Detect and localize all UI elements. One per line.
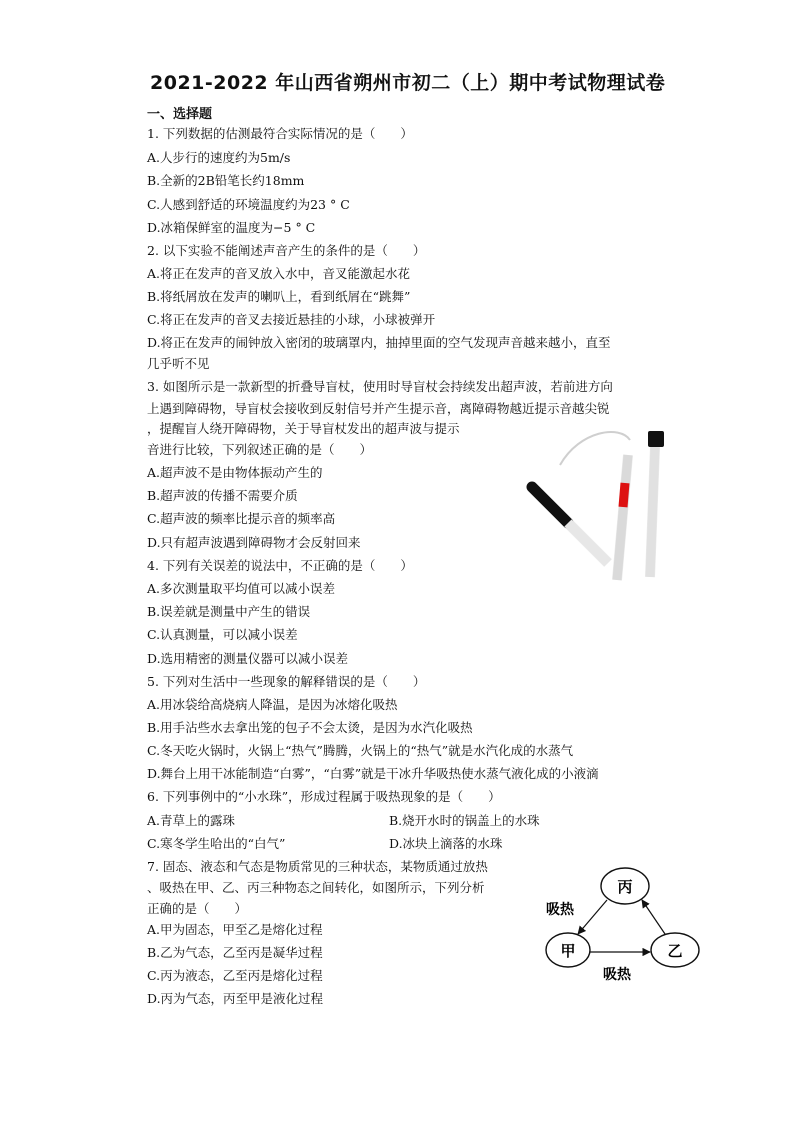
q2-option-d-cont: 几乎听不见 (147, 356, 210, 371)
q3-stem-line3: ，提醒盲人绕开障碍物，关于导盲杖发出的超声波与提示 (147, 421, 460, 436)
q7-stem-line1: 7. 固态、液态和气态是物质常见的三种状态，某物质通过放热 (147, 859, 488, 874)
node-top-label: 丙 (617, 878, 633, 896)
q2-option-b: B.将纸屑放在发声的喇叭上，看到纸屑在“跳舞” (147, 289, 411, 304)
label-absorb-heat-bottom: 吸热 (603, 967, 631, 983)
q1-option-a: A.人步行的速度约为5m/s (147, 150, 291, 165)
page-title: 2021-2022 年山西省朔州市初二（上）期中考试物理试卷 (150, 72, 666, 94)
q3-option-c: C.超声波的频率比提示音的频率高 (147, 511, 336, 526)
q3-option-a: A.超声波不是由物体振动产生的 (147, 465, 323, 480)
q7-option-d: D.丙为气态，丙至甲是液化过程 (147, 991, 324, 1006)
q4-option-d: D.选用精密的测量仪器可以减小误差 (147, 651, 349, 666)
q2-option-a: A.将正在发声的音叉放入水中，音叉能激起水花 (147, 266, 411, 281)
q7-option-a: A.甲为固态，甲至乙是熔化过程 (147, 922, 323, 937)
q3-stem-line4: 音进行比较，下列叙述正确的是（ ） (147, 442, 373, 457)
q6-option-d: D.冰块上滴落的水珠 (389, 836, 503, 851)
q3-option-d: D.只有超声波遇到障碍物才会反射回来 (147, 535, 361, 550)
q1-option-b: B.全新的2B铅笔长约18mm (147, 173, 305, 188)
q4-option-c: C.认真测量，可以减小误差 (147, 627, 298, 642)
q6-stem: 6. 下列事例中的“小水珠”，形成过程属于吸热现象的是（ ） (147, 789, 501, 804)
q1-option-c: C.人感到舒适的环境温度约为23 ° C (147, 197, 350, 212)
q7-stem-line2: 、吸热在甲、乙、丙三种物态之间转化，如图所示，下列分析 (147, 880, 485, 895)
q2-option-d: D.将正在发声的闹钟放入密闭的玻璃罩内，抽掉里面的空气发现声音越来越小，直至 (147, 335, 611, 350)
q7-option-b: B.乙为气态，乙至丙是凝华过程 (147, 945, 323, 960)
q6-option-a: A.青草上的露珠 (147, 813, 236, 828)
q7-option-c: C.丙为液态，乙至丙是熔化过程 (147, 968, 323, 983)
q5-stem: 5. 下列对生活中一些现象的解释错误的是（ ） (147, 674, 426, 689)
q2-option-c: C.将正在发声的音叉去接近悬挂的小球，小球被弹开 (147, 312, 436, 327)
q6-option-b: B.烧开水时的锅盖上的水珠 (389, 813, 540, 828)
q4-option-b: B.误差就是测量中产生的错误 (147, 604, 311, 619)
folding-cane-image (520, 425, 690, 585)
q5-option-d: D.舞台上用干冰能制造“白雾”，“白雾”就是干冰升华吸热使水蒸气液化成的小液滴 (147, 766, 599, 781)
q5-option-b: B.用手沾些水去拿出笼的包子不会太烫，是因为水汽化吸热 (147, 720, 473, 735)
q2-stem: 2. 以下实验不能阐述声音产生的条件的是（ ） (147, 243, 426, 258)
q3-stem-line2: 上遇到障碍物，导盲杖会接收到反射信号并产生提示音，离障碍物越近提示音越尖锐 (147, 401, 610, 416)
q3-option-b: B.超声波的传播不需要介质 (147, 488, 298, 503)
arrow-yi-to-bing (642, 900, 665, 934)
q1-option-d: D.冰箱保鲜室的温度为−5 ° C (147, 220, 316, 235)
state-change-diagram (540, 862, 710, 990)
q4-stem: 4. 下列有关误差的说法中，不正确的是（ ） (147, 558, 413, 573)
q5-option-a: A.用冰袋给高烧病人降温，是因为冰熔化吸热 (147, 697, 398, 712)
q1-stem: 1. 下列数据的估测最符合实际情况的是（ ） (147, 126, 413, 141)
label-absorb-heat-left: 吸热 (546, 902, 574, 918)
section-heading: 一、选择题 (147, 107, 213, 122)
q5-option-c: C.冬天吃火锅时，火锅上“热气”腾腾，火锅上的“热气”就是水汽化成的水蒸气 (147, 743, 574, 758)
node-right-label: 乙 (667, 942, 683, 960)
q6-option-c: C.寒冬学生哈出的“白气” (147, 836, 286, 851)
node-left-label: 甲 (560, 942, 576, 960)
q3-stem-line1: 3. 如图所示是一款新型的折叠导盲杖，使用时导盲杖会持续发出超声波，若前进方向 (147, 379, 613, 394)
arrow-bing-to-jia (578, 900, 607, 934)
q4-option-a: A.多次测量取平均值可以减小误差 (147, 581, 336, 596)
q7-stem-line3: 正确的是（ ） (147, 901, 248, 916)
